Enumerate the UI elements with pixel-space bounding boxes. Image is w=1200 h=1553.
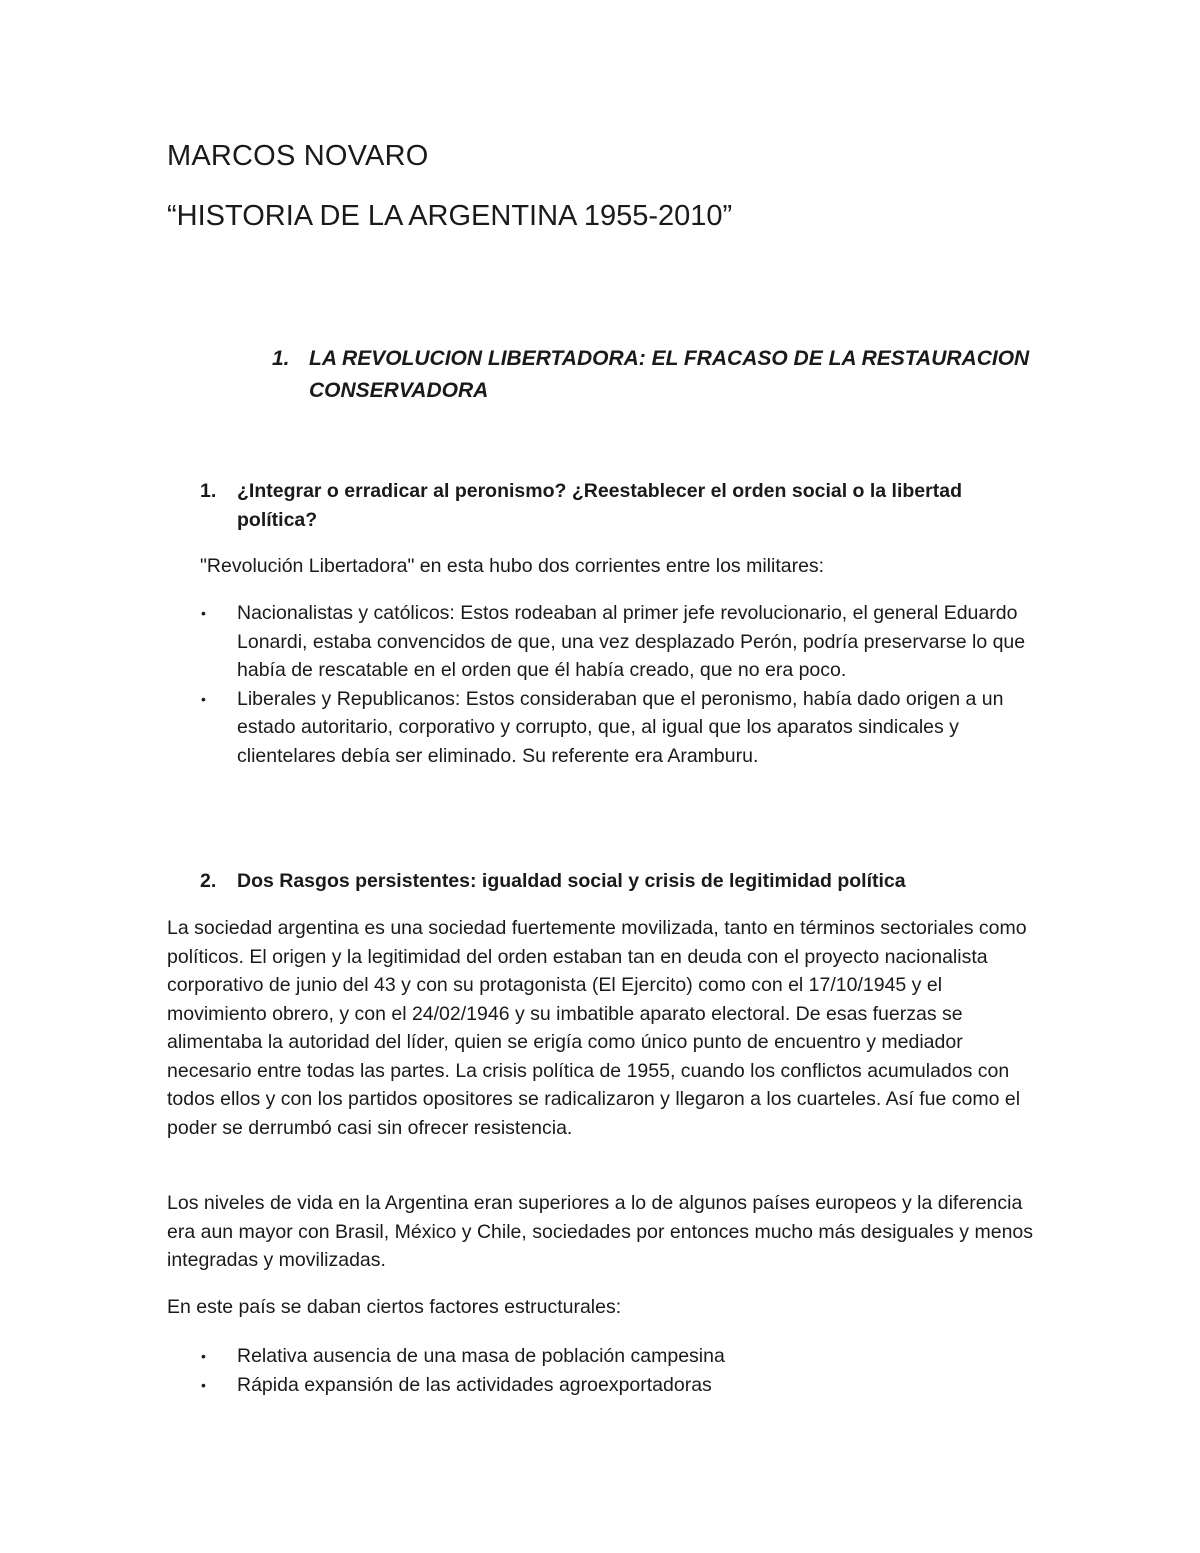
section-2-paragraph-1: La sociedad argentina es una sociedad fuertemente movilizada, tanto en términos sectoriales como políticos. El origen y la legitimidad del orden estaban tan en deuda con el proyecto nacionalista corporativo de junio del 43 y con su protagonista (El Ejercito) como con el 17/10/1945 y el movimiento obrero, y con el 24/02/1946 y su imbatible aparato electoral. De esas fuerzas se alimentaba la autoridad del líder, quien se erigía como único punto de encuentro y mediador necesario entre todas las partes. La crisis política de 1955, cuando los conflictos acumulados con todos ellos y con los partidos opositores se radicalizaron y llegaron a los cuarteles. Así fue como el poder se derrumbó casi sin ofrecer resistencia.: [167, 917, 1027, 1139]
bullet-icon: •: [201, 690, 206, 707]
bullet-icon: •: [201, 605, 206, 621]
section-1-heading: [200, 477, 1040, 535]
list-item-text: Nacionalistas y católicos: Estos rodeaban al primer jefe revolucionario, el general Eduardo Lonardi, estaba convencidos de que, una vez desplazado Perón, podría preservarse lo que había de rescatable en el orden que él había creado, que no era poco.: [237, 602, 1026, 681]
chapter-number: 1.: [272, 347, 290, 370]
list-item-text: Liberales y Republicanos: Estos consideraban que el peronismo, había dado origen a un estado autoritario, corporativo y corrupto, que, al igual que los aparatos sindicales y clientelares debía ser eliminado. Su referente era Aramburu.: [237, 687, 1004, 767]
list-item: [200, 599, 1050, 685]
list-item: [200, 1342, 1050, 1371]
section-1-number: 1.: [200, 480, 217, 502]
section-2-heading: [200, 867, 1040, 896]
section-2-number: 2.: [200, 870, 217, 892]
bullet-icon: •: [201, 1348, 206, 1364]
bullet-icon: •: [201, 1376, 206, 1393]
section-1-bullet-list: [200, 599, 1050, 770]
section-1-title: ¿Integrar o erradicar al peronismo? ¿Reestablecer el orden social o la libertad política?: [237, 480, 962, 531]
section-2-title: Dos Rasgos persistentes: igualdad social y crisis de legitimidad política: [237, 870, 906, 892]
list-item-text: Relativa ausencia de una masa de población campesina: [237, 1345, 725, 1367]
chapter-title: LA REVOLUCION LIBERTADORA: EL FRACASO DE LA RESTAURACION CONSERVADORA: [309, 347, 1030, 402]
section-2-paragraph-2: Los niveles de vida en la Argentina eran superiores a lo de algunos países europeos y la diferencia era aun mayor con Brasil, México y Chile, sociedades por entonces mucho más desiguales y menos integradas y movilizadas.: [167, 1192, 1034, 1271]
section-1-intro: "Revolución Libertadora" en esta hubo dos corrientes entre los militares:: [200, 555, 825, 577]
section-2-bullet-list: [200, 1342, 1050, 1399]
list-item: [200, 1371, 1050, 1400]
book-title: “HISTORIA DE LA ARGENTINA 1955-2010”: [167, 200, 733, 232]
section-2-paragraph-3: En este país se daban ciertos factores estructurales:: [167, 1296, 622, 1318]
chapter-heading: [272, 343, 1032, 407]
list-item: [200, 685, 1050, 771]
author-name: MARCOS NOVARO: [167, 140, 429, 172]
list-item-text: Rápida expansión de las actividades agroexportadoras: [237, 1373, 712, 1396]
